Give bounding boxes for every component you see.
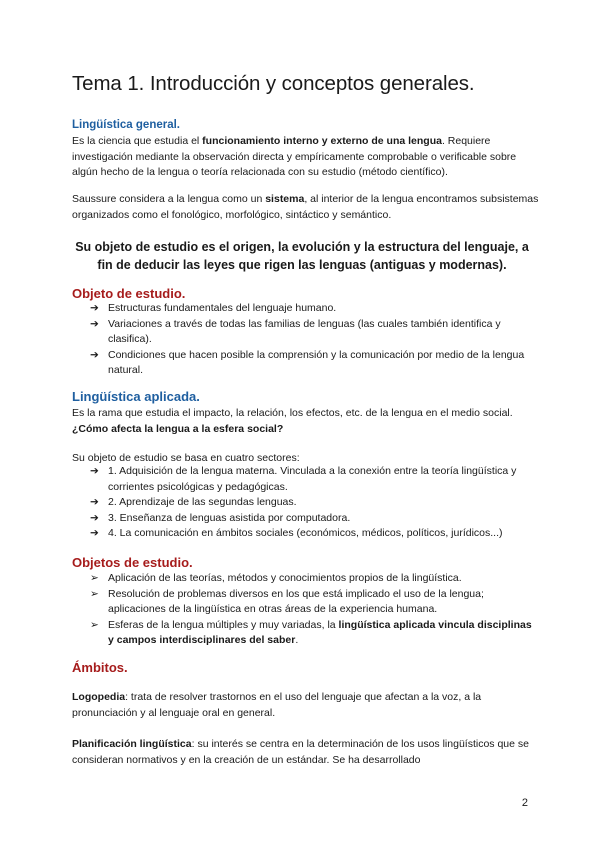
heading-ambitos: Ámbitos. (72, 660, 128, 675)
study-object-statement: Su objeto de estudio es el origen, la evolución y la estructura del lenguaje, a fin de deducir las leyes que rigen las lenguas (antiguas y modernas). (75, 240, 529, 272)
triangle-arrow-icon: ➢ (90, 618, 99, 631)
page-number: 2 (521, 797, 528, 809)
heading-objeto-estudio: Objeto de estudio. (72, 286, 186, 301)
list-item: ➔ Variaciones a través de todas las familias de lenguas (las cuales también identifica y clasifica). (90, 317, 501, 345)
arrow-icon: ➔ (90, 317, 99, 330)
objeto-estudio-list (90, 301, 540, 379)
arrow-icon: ➔ (90, 302, 99, 314)
paragraph-logopedia: Logopedia: trata de resolver trastornos en el uso del lenguaje que afectan a la voz, a la pronunciación y al lenguaje oral en general. (72, 691, 482, 719)
list-item: ➔ 2. Aprendizaje de las segundas lenguas. (90, 495, 540, 511)
arrow-icon: ➔ (90, 511, 99, 524)
paragraph-aplicada-definition: Es la rama que estudia el impacto, la relación, los efectos, etc. de la lengua en el medio social. ¿Cómo afecta la lengua a la esfera social? (72, 407, 513, 435)
arrow-icon: ➔ (90, 527, 99, 539)
list-item: ➔ Condiciones que hacen posible la comprensión y la comunicación por medio de la lengua natural. (90, 348, 525, 376)
objetos-estudio-list (90, 571, 540, 649)
heading-linguistica-general: Lingüística general. (72, 119, 180, 131)
list-item: ➢ Esferas de la lengua múltiples y muy variadas, la lingüística aplicada vincula disciplinas y campos interdisciplinares del saber. (90, 618, 532, 646)
page-title: Tema 1. Introducción y conceptos generales. (72, 72, 475, 95)
heading-objetos-estudio: Objetos de estudio. (72, 555, 193, 570)
heading-linguistica-aplicada: Lingüística aplicada. (72, 389, 200, 404)
list-item: ➔ Estructuras fundamentales del lenguaje humano. (90, 301, 540, 317)
list-item: ➢ Resolución de problemas diversos en los que está implicado el uso de la lengua; aplicaciones de la lingüística en otras áreas de la experiencia humana. (90, 587, 484, 615)
paragraph-sectors-intro: Su objeto de estudio se basa en cuatro sectores: (72, 452, 300, 464)
triangle-arrow-icon: ➢ (90, 572, 99, 584)
paragraph-planificacion: Planificación lingüística: su interés se centra en la determinación de los usos lingüísticos que se consideran normativos y en la creación de un estándar. Se ha desarrollado (72, 738, 529, 766)
triangle-arrow-icon: ➢ (90, 587, 99, 600)
arrow-icon: ➔ (90, 348, 99, 361)
list-item: ➢ Aplicación de las teorías, métodos y conocimientos propios de la lingüística. (90, 571, 540, 587)
arrow-icon: ➔ (90, 465, 99, 477)
list-item: ➔ 3. Enseñanza de lenguas asistida por computadora. (90, 511, 540, 527)
arrow-icon: ➔ (90, 496, 99, 508)
list-item: ➔ 4. La comunicación en ámbitos sociales (económicos, médicos, políticos, jurídicos...) (90, 526, 540, 542)
list-item: ➔ 1. Adquisición de la lengua materna. Vinculada a la conexión entre la teoría lingüística y corrientes psicológicas y pedagógicas. (90, 465, 517, 493)
paragraph-saussure: Saussure considera a la lengua como un sistema, al interior de la lengua encontramos subsistemas organizados como el fonológico, morfológico, sintáctico y semántico. (72, 193, 539, 221)
paragraph-definition: Es la ciencia que estudia el funcionamiento interno y externo de una lengua. Requiere investigación mediante la observación directa y empíricamente comprobable o verificable sobre algún hecho de la lengua o teoría relacionada con su estudio (método científico). (72, 135, 517, 178)
sectors-list (90, 464, 540, 542)
